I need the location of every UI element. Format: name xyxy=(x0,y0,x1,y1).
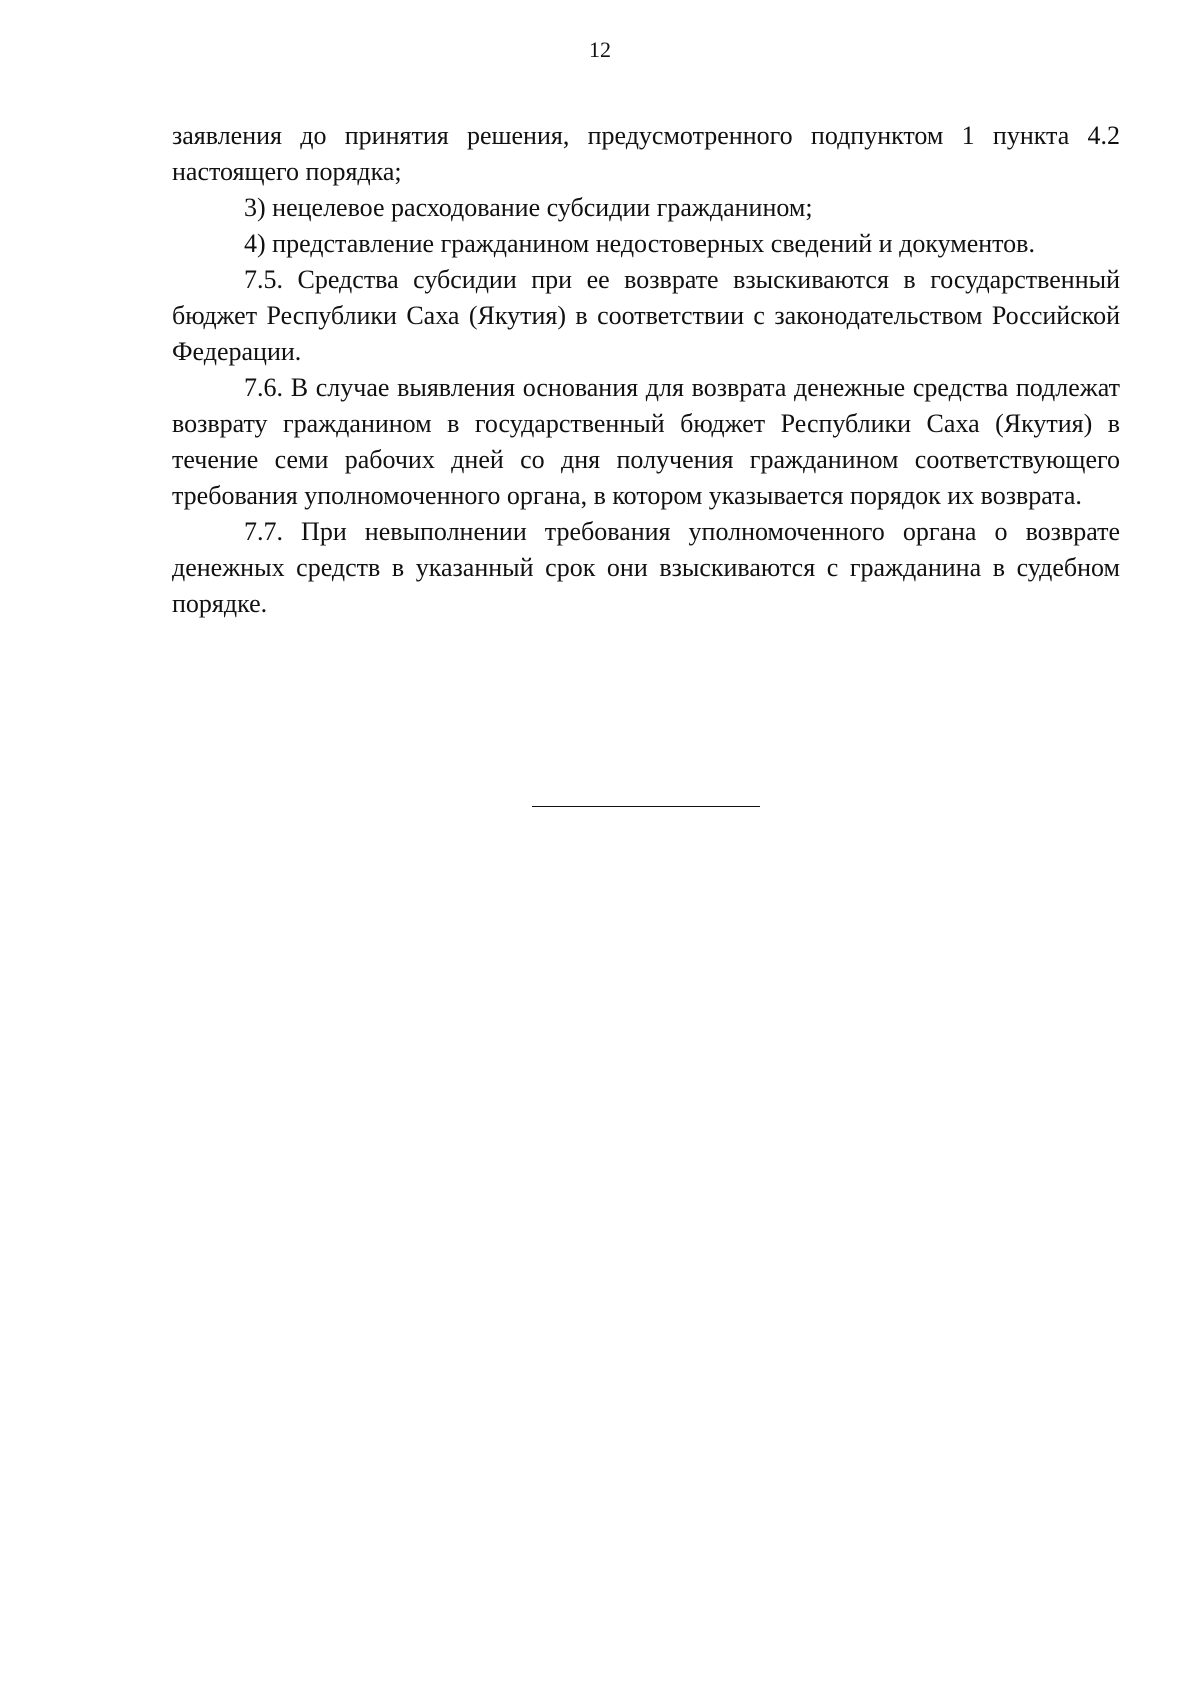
end-of-document-rule xyxy=(532,806,760,807)
clause-7-6: 7.6. В случае выявления основания для возврата денежные средства подлежат возврату гражданином в государственный бюджет Республики Саха (Якутия) в течение семи рабочих дней со дня получения гражданином соответствующего требования уполномоченного органа, в котором указывается порядок их возврата. xyxy=(172,373,1120,510)
clause-7-7: 7.7. При невыполнении требования уполномоченного органа о возврате денежных средств в указанный срок они взыскиваются с гражданина в судебном порядке. xyxy=(172,517,1120,618)
document-body xyxy=(172,118,1120,622)
list-item-4: 4) представление гражданином недостоверных сведений и документов. xyxy=(244,229,1035,258)
clause-7-5: 7.5. Средства субсидии при ее возврате взыскиваются в государственный бюджет Республики Саха (Якутия) в соответствии с законодательством Российской Федерации. xyxy=(172,265,1120,366)
page-number: 12 xyxy=(589,37,611,62)
paragraph-continuation: заявления до принятия решения, предусмотренного подпунктом 1 пункта 4.2 настоящего порядка; xyxy=(172,121,1120,186)
list-item-3: 3) нецелевое расходование субсидии гражданином; xyxy=(244,193,813,222)
